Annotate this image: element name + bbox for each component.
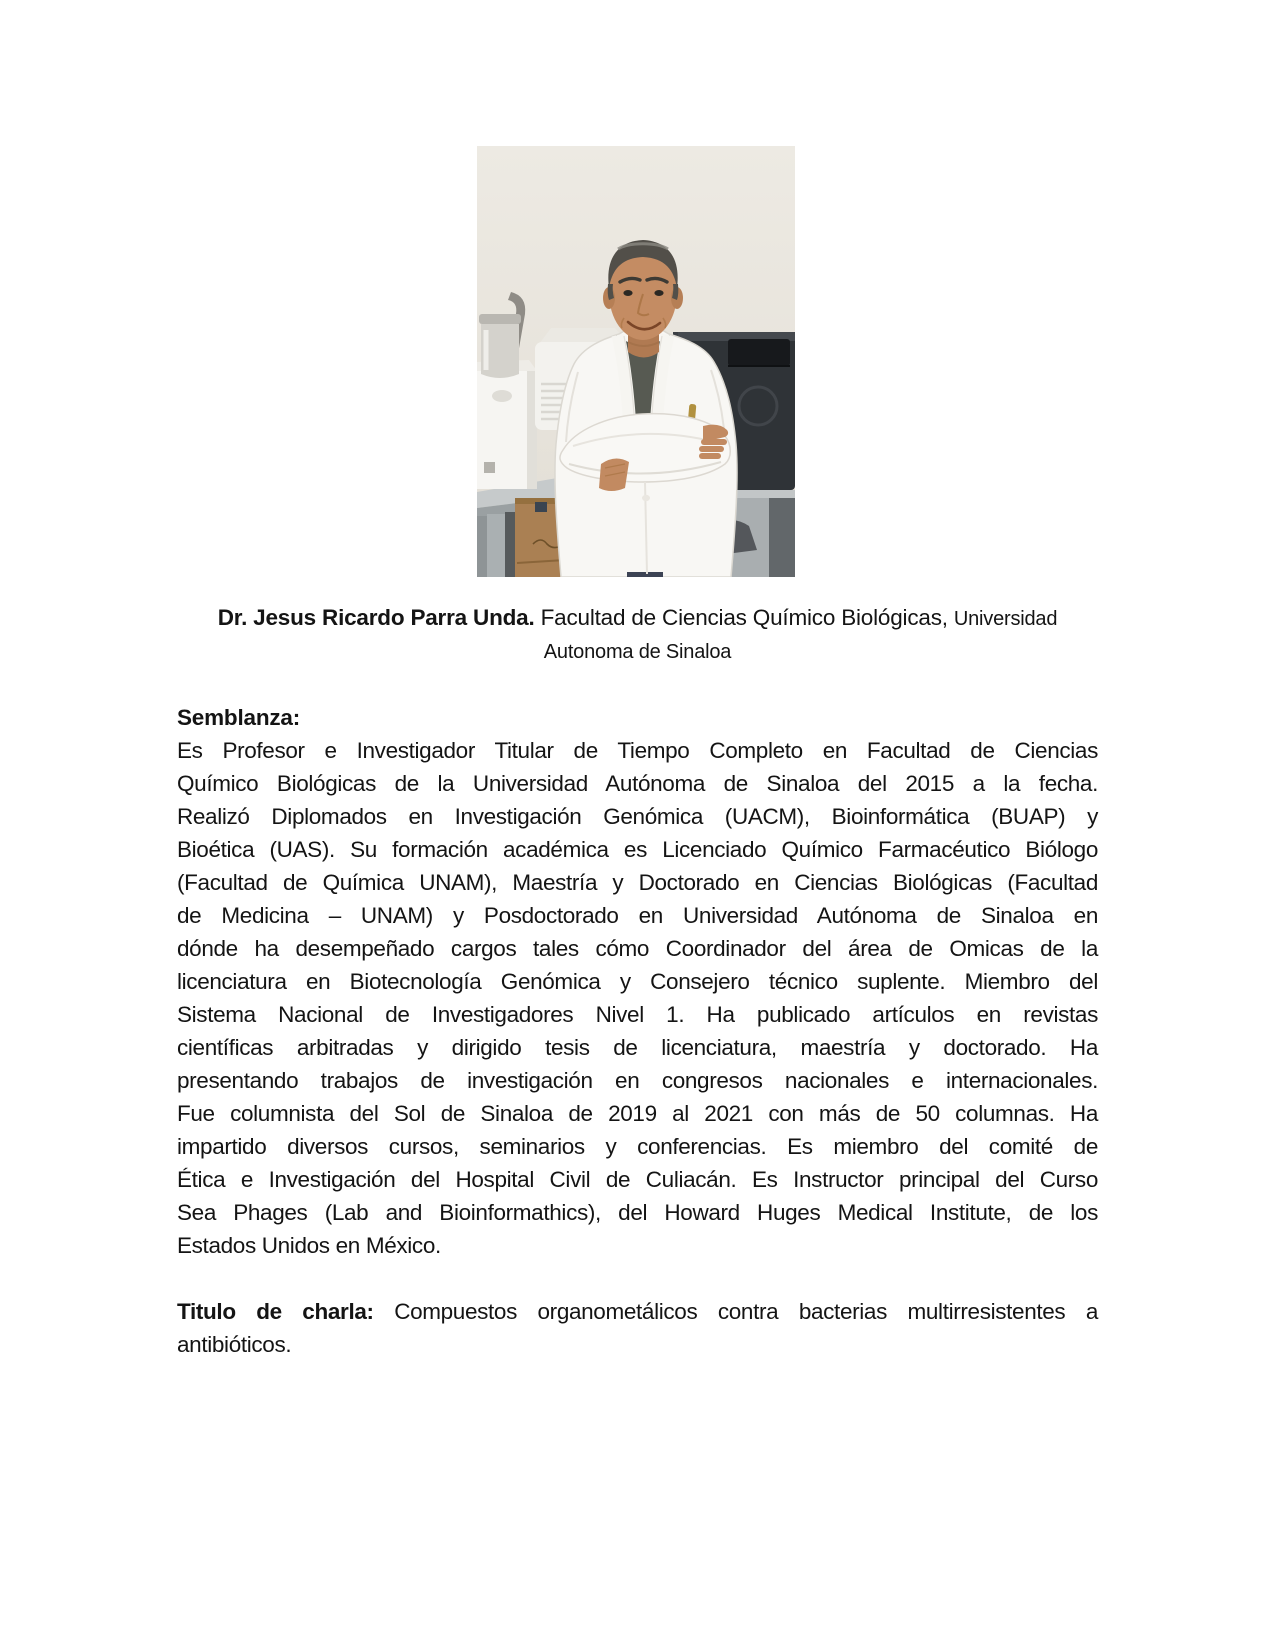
speaker-affiliation: Facultad de Ciencias Químico Biológicas, [540,605,948,630]
speaker-photo [477,146,795,577]
trousers [627,572,663,577]
charla-heading: Titulo de charla: [177,1299,374,1324]
semblanza-line: de Medicina – UNAM) y Posdoctorado en Universidad Autónoma de Sinaloa en [177,903,1098,928]
left-eye [623,290,632,296]
semblanza-line: Es Profesor e Investigador Titular de Tiempo Completo en Facultad de Ciencias [177,738,1098,763]
caption-line-1 [177,601,1098,636]
semblanza-line: (Facultad de Química UNAM), Maestría y Doctorado en Ciencias Biológicas (Facultad [177,870,1098,895]
charla-text-line2: antibióticos. [177,1332,292,1357]
photo-caption [177,601,1098,669]
semblanza-line: Fue columnista del Sol de Sinaloa de 2019 al 2021 con más de 50 columnas. Ha [177,1101,1098,1126]
semblanza-line: Ética e Investigación del Hospital Civil de Culiacán. Es Instructor principal del Curso [177,1167,1098,1192]
semblanza-line: Químico Biológicas de la Universidad Autónoma de Sinaloa del 2015 a la fecha. [177,771,1098,796]
charla-line-1 [177,1295,1098,1328]
semblanza-line: Sea Phages (Lab and Bioinformathics), del Howard Huges Medical Institute, de los [177,1200,1098,1225]
speaker-name: Dr. Jesus Ricardo Parra Unda. [217,605,535,630]
semblanza-line: presentando trabajos de investigación en congresos nacionales e internacionales. [177,1068,1098,1093]
speaker-university-part1: Universidad [953,608,1058,630]
charla-text-line1: Compuestos organometálicos contra bacterias multirresistentes a [394,1299,1099,1324]
semblanza-line: Bioética (UAS). Su formación académica es Licenciado Químico Farmacéutico Biólogo [177,837,1098,862]
semblanza-line: licenciatura en Biotecnología Genómica y Consejero técnico suplente. Miembro del [177,969,1098,994]
semblanza-line: impartido diversos cursos, seminarios y conferencias. Es miembro del comité de [177,1134,1098,1159]
semblanza-line: dónde ha desempeñado cargos tales cómo Coordinador del área de Omicas de la [177,936,1098,961]
semblanza-body [177,734,1098,1262]
semblanza-line: Sistema Nacional de Investigadores Nivel 1. Ha publicado artículos en revistas [177,1002,1098,1027]
right-eye [654,290,663,296]
semblanza-line: Estados Unidos en México. [177,1233,441,1258]
caption-line-2: Autonoma de Sinaloa [543,641,732,663]
charla-block [177,1295,1098,1361]
speaker-photo-illustration [477,146,795,577]
semblanza-line: científicas arbitradas y dirigido tesis de licenciatura, maestría y doctorado. Ha [177,1035,1098,1060]
white-equipment-box [477,360,537,489]
semblanza-line: Realizó Diplomados en Investigación Genómica (UACM), Bioinformática (BUAP) y [177,804,1098,829]
semblanza-heading: Semblanza: [177,705,301,730]
